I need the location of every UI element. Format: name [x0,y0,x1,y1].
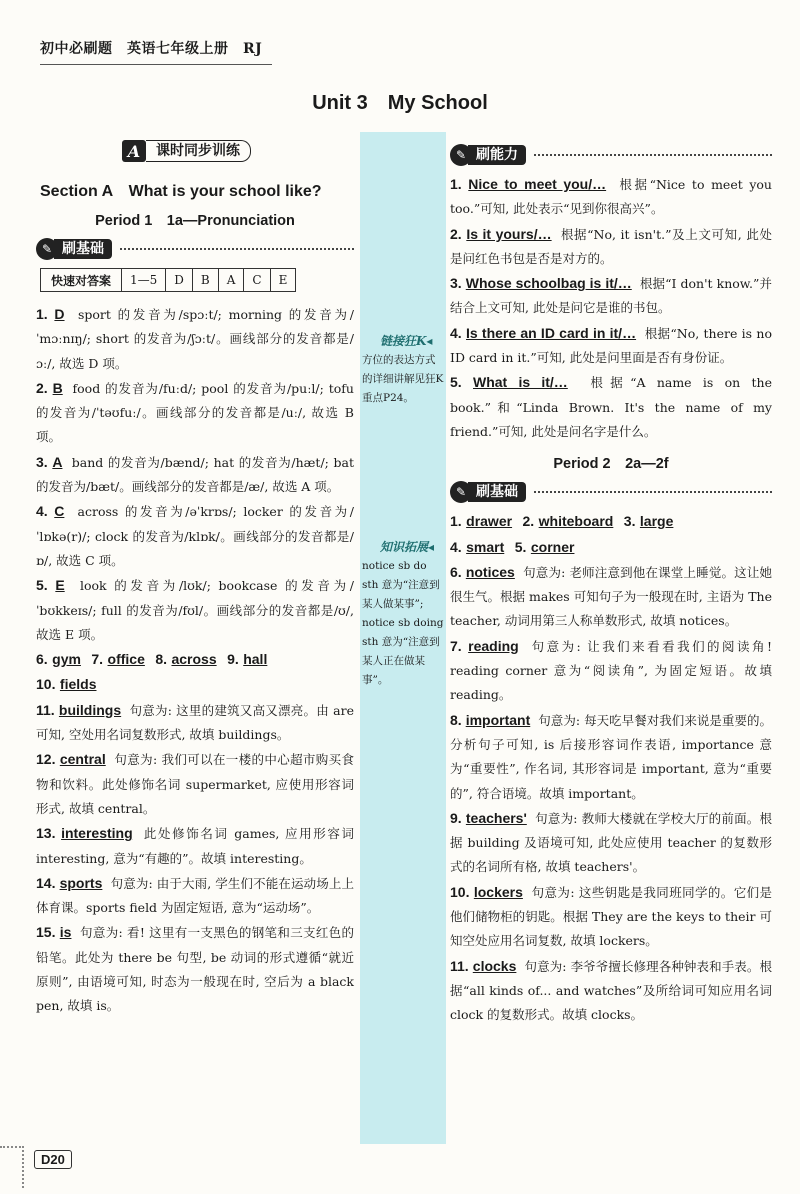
quick-answer-cell: E [270,269,296,292]
item-number: 2. [522,513,535,530]
item-answer: corner [530,538,575,555]
sub-badge-jichu-2 [450,479,772,505]
item-number: 8. [450,711,462,728]
item-explanation: 句意为: 这里的建筑又高又漂亮。由 are 可知, 空处用名词复数形式, 故填 buildings。 [36,702,355,743]
quick-answer-cell: B [192,269,218,292]
item-answer: interesting [61,825,133,842]
answer-row [36,647,354,672]
item-explanation: 根据“A name is on the book.”和“Linda Brown. It's the name of my friend.”可知, 此处是问名字是什么。 [450,375,772,439]
item-explanation: 句意为: 李爷爷擅长修理各种钟表和手表。根据“all kinds of... and watches”及所给词可知应用名词 clock 的复数形式。故填 clocks。 [450,958,772,1023]
section-a-title: Section A What is your school like? [40,183,322,200]
item-answer: hall [243,651,268,668]
item-answer: is [59,924,72,941]
side-note-tag: 链接狂K◂ [380,334,433,348]
period1-title: Period 1 1a—Pronunciation [95,213,295,229]
item-answer: B [52,379,63,396]
item-number: 1. [450,176,462,192]
brush-icon: ✎ [450,144,472,166]
side-notes [362,332,444,690]
item-answer: office [107,651,145,668]
item-answer: A [52,453,63,470]
item-explanation: 句意为: 这些钥匙是我同班同学的。它们是他们储物柜的钥匙。根据 They are the keys to their 可知空处应用名词复数, 故填 lockers。 [450,884,772,949]
quick-answer-label: 快速对答案 [41,269,122,292]
item-answer: drawer [466,513,513,530]
item-explanation: 根据“I don't know.”并结合上文可知, 此处是问它是谁的书包。 [450,276,772,316]
answer-item [450,370,772,444]
answer-item [36,450,354,500]
side-note [362,332,444,408]
answer-item [36,376,354,450]
item-answer: large [639,513,674,530]
item-number: 3. [36,453,48,470]
dotted-rule [534,491,772,493]
item-answer: smart [466,538,505,555]
quick-answer-cell: D [166,269,193,292]
sub-badge-label: 刷基础 [54,239,112,259]
item-number: 2. [450,225,462,242]
item-number: 10. [450,883,470,900]
item-number: 8. [155,651,168,668]
item-explanation: 根据“No, there is no ID card in it.”可知, 此处是问里面是否有身份证。 [450,325,772,366]
item-explanation: 句意为: 我们可以在一楼的中心超市购买食物和饮料。此处修饰名词 supermarket, 应使用形容词形式, 故填 central。 [36,752,355,816]
item-number: 5. [36,577,48,594]
answer-row [450,535,772,560]
dotted-rule [120,248,354,250]
item-answer: What is it/… [473,374,568,391]
answer-row [450,509,772,534]
unit-title: Unit 3 My School [312,92,488,114]
item-explanation: food 的发音为/fuːd/; pool 的发音为/puːl/; tofu 的发音为/ˈtəʊfuː/。画线部分的发音都是/uː/, 故选 B 项。 [36,380,354,445]
item-answer: whiteboard [538,513,614,530]
item-explanation: band 的发音为/bænd/; hat 的发音为/hæt/; bat 的发音为/bæt/。画线部分的发音都是/æ/, 故选 A 项。 [36,454,354,495]
badge-text: 课时同步训练 [146,140,251,162]
item-answer: buildings [58,701,122,718]
item-number: 13. [36,825,56,842]
item-explanation: across 的发音为/əˈkrɒs/; locker 的发音为/ˈlɒkə(r)/; clock 的发音为/klɒk/。画线部分的发音都是/ɒ/, 故选 C 项。 [36,504,354,568]
item-number: 3. [450,275,462,292]
item-explanation: 句意为: 让我们来看看我们的阅读角! reading corner 意为“阅读角”, 为固定短语。故填 reading。 [450,638,772,703]
item-answer: important [465,711,531,728]
quick-answer-cell: C [244,269,270,292]
sub-badge-label: 刷能力 [468,145,526,165]
brush-icon: ✎ [450,481,472,503]
sub-badge-jichu [36,236,354,262]
item-number: 14. [36,874,56,891]
item-number: 7. [450,637,462,654]
item-answer: reading [468,637,519,654]
item-explanation: 根据“No, it isn't.”及上文可知, 此处是问红色书包是否是对方的。 [450,226,773,266]
item-answer: C [54,503,65,520]
item-answer: lockers [473,883,523,900]
item-number: 11. [36,701,55,718]
answer-item [36,499,354,573]
item-number: 5. [514,538,527,555]
item-number: 6. [450,563,462,580]
item-answer: teachers' [465,809,527,826]
item-answer: Whose schoolbag is it/… [465,275,632,292]
quick-answer-cell: A [218,269,244,292]
item-number: 11. [450,957,469,974]
dotted-rule [534,154,772,156]
answer-item [450,222,772,272]
answer-item [36,871,354,921]
item-answer: sports [59,874,103,891]
item-explanation: 句意为: 每天吃早餐对我们来说是重要的。分析句子可知, is 后接形容词作表语, importance 意为“重要性”, 作名词, 其形容词是 important, 意为“重要的”, 符合语境。故填 important。 [450,712,773,801]
item-number: 12. [36,751,56,768]
quick-answer-range: 1—5 [122,269,166,292]
item-answer: fields [59,676,97,693]
item-number: 3. [623,513,636,530]
item-number: 1. [36,306,48,322]
item-explanation: 句意为: 由于大雨, 学生们不能在运动场上上体育课。sports field 为固定短语, 意为“运动场”。 [36,875,355,916]
item-explanation: sport 的发音为/spɔːt/; morning 的发音为/ˈmɔːnɪŋ/; short 的发音为/ʃɔːt/。画线部分的发音都是/ɔː/, 故选 D 项。 [36,307,354,371]
item-answer: D [54,306,65,322]
brush-icon: ✎ [36,238,58,260]
item-answer: central [59,751,106,768]
answer-row [36,672,354,697]
item-number: 9. [450,809,462,826]
section-badge-a [122,138,354,164]
answer-item [450,321,772,371]
header-underline [40,64,272,65]
item-explanation: 句意为: 教师大楼就在学校大厅的前面。根据 building 及语境可知, 此处应使用 teacher 的复数形式的名词所有格, 故填 teachers'。 [450,810,772,875]
badge-letter: A [122,140,146,162]
item-answer: Nice to meet you/… [468,176,607,192]
page-corner-mark [0,1146,24,1188]
answer-item [450,954,772,1028]
item-explanation: 根据“Nice to meet you too.”可知, 此处表示“见到你很高兴”。 [450,177,772,217]
item-number: 6. [36,651,48,668]
item-number: 4. [450,538,462,555]
answer-item [36,747,354,821]
item-number: 9. [227,651,239,668]
answer-item [36,821,354,871]
item-explanation: look 的发音为/lʊk/; bookcase 的发音为/ˈbʊkkeɪs/; full 的发音为/fʊl/。画线部分的发音都是/ʊ/, 故选 E 项。 [36,578,354,642]
item-number: 4. [450,324,462,341]
item-number: 4. [36,503,48,520]
page-header: 初中必刷题 英语七年级上册 RJ [40,41,263,57]
item-answer: Is there an ID card in it/… [466,324,637,341]
answer-item [450,172,772,222]
side-note-text: 方位的表达方式的详细讲解见狂K重点P24。 [362,354,444,404]
item-answer: across [171,651,217,668]
answer-item [36,920,354,1018]
sub-badge-label: 刷基础 [468,482,526,502]
item-answer: clocks [472,957,517,974]
answer-item [450,634,772,708]
answer-item [450,560,772,634]
item-explanation: 句意为: 看! 这里有一支黑色的钢笔和三支红色的铅笔。此处为 there be 句型, be 动词的形式遵循“就近原则”, 由语境可知, 时态为一般现在时, 空后为 a black pen, 故填 is。 [36,925,354,1014]
item-number: 2. [36,379,48,396]
period2-title: Period 2 2a—2f [553,456,669,473]
page-number: D20 [34,1150,72,1169]
side-note-text: notice sb do sth 意为“注意到某人做某事”; notice sb doing sth 意为“注意到某人正在做某事”。 [362,560,444,686]
item-answer: notices [465,563,515,580]
answer-item [36,573,354,647]
left-column [36,138,354,1019]
item-explanation: 句意为: 老师注意到他在课堂上睡觉。这让她很生气。根据 makes 可知句子为一般现在时, 主语为 The teacher, 动词用第三人称单数形式, 故填 notices。 [450,564,772,629]
item-number: 7. [91,651,104,668]
item-number: 1. [450,513,462,530]
item-answer: Is it yours/… [466,225,552,242]
item-explanation: 此处修饰名词 games, 应用形容词 interesting, 意为“有趣的”。故填 interesting。 [36,826,354,866]
right-column [450,138,772,1028]
side-note-tag: 知识拓展◂ [380,540,435,554]
item-number: 10. [36,676,56,693]
answer-item [450,708,772,806]
item-number: 15. [36,924,56,941]
answer-item [450,880,772,954]
answer-item [36,698,354,748]
answer-item [36,302,354,376]
answer-item [450,806,772,880]
quick-answer-table [40,268,296,292]
answer-item [450,271,772,321]
item-answer: gym [52,651,81,668]
item-number: 5. [450,374,462,391]
side-note [362,538,444,690]
sub-badge-nengli [450,142,772,168]
item-answer: E [55,577,65,594]
